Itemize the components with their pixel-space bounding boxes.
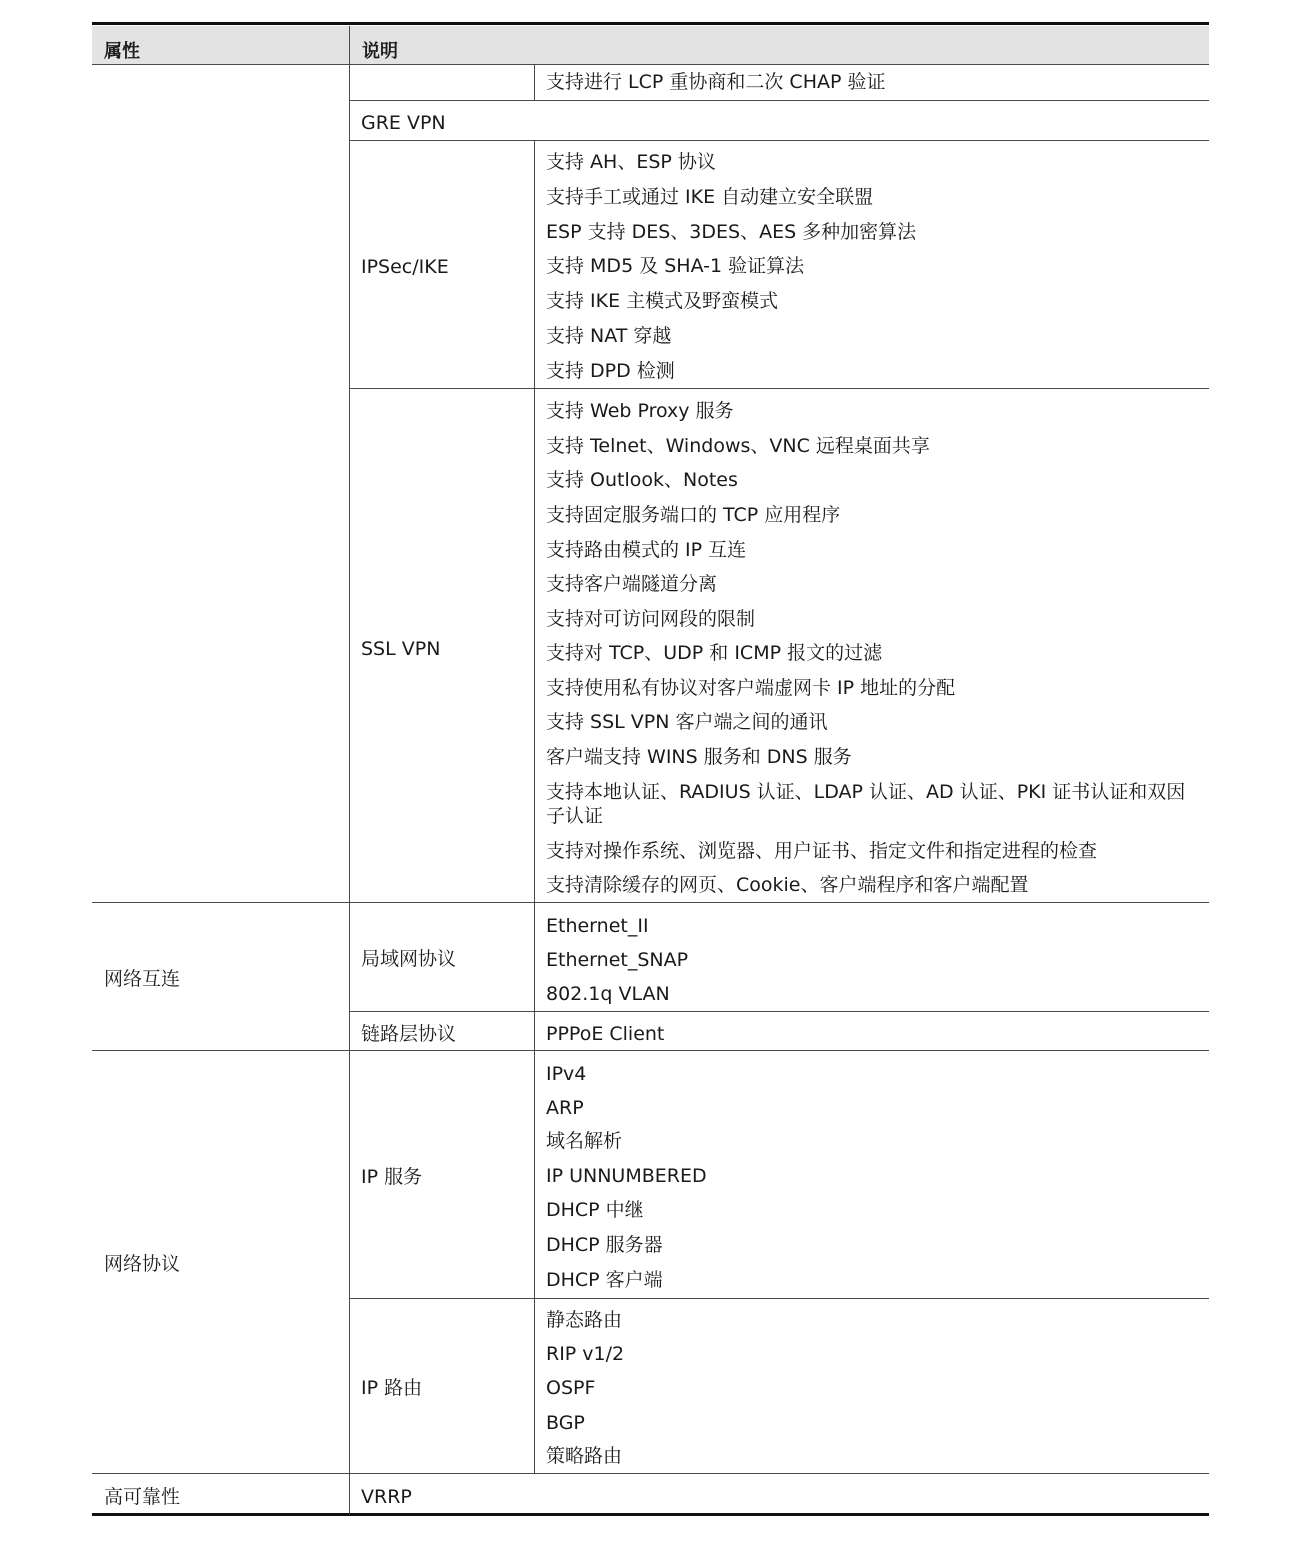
feature-item: Ethernet_SNAP bbox=[546, 949, 689, 971]
feature-item: PPPoE Client bbox=[546, 1023, 665, 1045]
feature-item: 静态路由 bbox=[546, 1309, 623, 1331]
category-label: 网络协议 bbox=[104, 1253, 181, 1275]
feature-item: ARP bbox=[546, 1097, 584, 1119]
row-rule bbox=[349, 388, 1209, 389]
row-rule bbox=[349, 1298, 1209, 1299]
feature-item: 支持进行 LCP 重协商和二次 CHAP 验证 bbox=[546, 71, 886, 93]
feature-item: 支持使用私有协议对客户端虚网卡 IP 地址的分配 bbox=[546, 677, 956, 699]
feature-item: 802.1q VLAN bbox=[546, 983, 670, 1005]
feature-item: 支持 DPD 检测 bbox=[546, 360, 675, 382]
header-description: 说明 bbox=[362, 41, 398, 62]
feature-item: 策略路由 bbox=[546, 1445, 623, 1467]
feature-item: 支持 MD5 及 SHA-1 验证算法 bbox=[546, 255, 805, 277]
feature-item: 支持客户端隧道分离 bbox=[546, 573, 718, 595]
feature-item: ESP 支持 DES、3DES、AES 多种加密算法 bbox=[546, 221, 917, 243]
sub-category-label: 链路层协议 bbox=[361, 1023, 457, 1045]
feature-item: 支持路由模式的 IP 互连 bbox=[546, 539, 747, 561]
feature-item: 支持对 TCP、UDP 和 ICMP 报文的过滤 bbox=[546, 642, 883, 664]
table-bottom-rule bbox=[92, 1513, 1209, 1516]
feature-item: DHCP 客户端 bbox=[546, 1269, 663, 1291]
sub-category-label: 局域网协议 bbox=[361, 948, 457, 970]
row-rule bbox=[349, 1011, 1209, 1012]
feature-item: 支持 AH、ESP 协议 bbox=[546, 151, 716, 173]
feature-item: 支持 Telnet、Windows、VNC 远程桌面共享 bbox=[546, 435, 930, 457]
col-divider-sub bbox=[534, 64, 535, 100]
feature-item: 支持 Web Proxy 服务 bbox=[546, 400, 734, 422]
row-rule bbox=[92, 902, 1209, 903]
feature-item: IPv4 bbox=[546, 1063, 587, 1085]
feature-item: Ethernet_II bbox=[546, 915, 649, 937]
header-attribute: 属性 bbox=[104, 41, 140, 62]
category-label: 高可靠性 bbox=[104, 1486, 181, 1508]
col-divider-sub bbox=[534, 140, 535, 1473]
feature-item: 支持 Outlook、Notes bbox=[546, 469, 738, 491]
feature-item: 支持 SSL VPN 客户端之间的通讯 bbox=[546, 711, 828, 733]
feature-item: IP UNNUMBERED bbox=[546, 1165, 707, 1187]
table-header-background bbox=[92, 26, 1209, 64]
feature-item: 支持对可访问网段的限制 bbox=[546, 608, 756, 630]
feature-item: 客户端支持 WINS 服务和 DNS 服务 bbox=[546, 746, 852, 768]
feature-item: 支持本地认证、RADIUS 认证、LDAP 认证、AD 认证、PKI 证书认证和双因子认证 bbox=[546, 781, 1186, 827]
sub-category-label: VRRP bbox=[361, 1486, 412, 1508]
sub-category-label: GRE VPN bbox=[361, 112, 446, 134]
feature-item: BGP bbox=[546, 1412, 585, 1434]
feature-item: 支持固定服务端口的 TCP 应用程序 bbox=[546, 504, 841, 526]
feature-item: 支持对操作系统、浏览器、用户证书、指定文件和指定进程的检查 bbox=[546, 840, 1098, 862]
category-label: 网络互连 bbox=[104, 968, 181, 990]
feature-item: DHCP 服务器 bbox=[546, 1234, 663, 1256]
sub-category-label: IP 路由 bbox=[361, 1377, 423, 1399]
sub-category-label: IPSec/IKE bbox=[361, 256, 449, 278]
feature-item: 支持清除缓存的网页、Cookie、客户端程序和客户端配置 bbox=[546, 874, 1029, 896]
col-divider-attr bbox=[349, 26, 350, 1514]
feature-item: 支持 NAT 穿越 bbox=[546, 325, 672, 347]
sub-category-label: SSL VPN bbox=[361, 638, 441, 660]
row-rule bbox=[92, 1050, 1209, 1051]
feature-item: DHCP 中继 bbox=[546, 1199, 644, 1221]
row-rule bbox=[349, 100, 1209, 101]
feature-item: RIP v1/2 bbox=[546, 1343, 625, 1365]
table-top-rule bbox=[92, 22, 1209, 25]
sub-category-label: IP 服务 bbox=[361, 1166, 423, 1188]
feature-item: 域名解析 bbox=[546, 1130, 623, 1152]
feature-item: 支持 IKE 主模式及野蛮模式 bbox=[546, 290, 779, 312]
row-rule bbox=[92, 1473, 1209, 1474]
row-rule bbox=[349, 140, 1209, 141]
feature-item: 支持手工或通过 IKE 自动建立安全联盟 bbox=[546, 186, 874, 208]
header-bottom-rule bbox=[92, 64, 1209, 65]
feature-item: OSPF bbox=[546, 1377, 596, 1399]
